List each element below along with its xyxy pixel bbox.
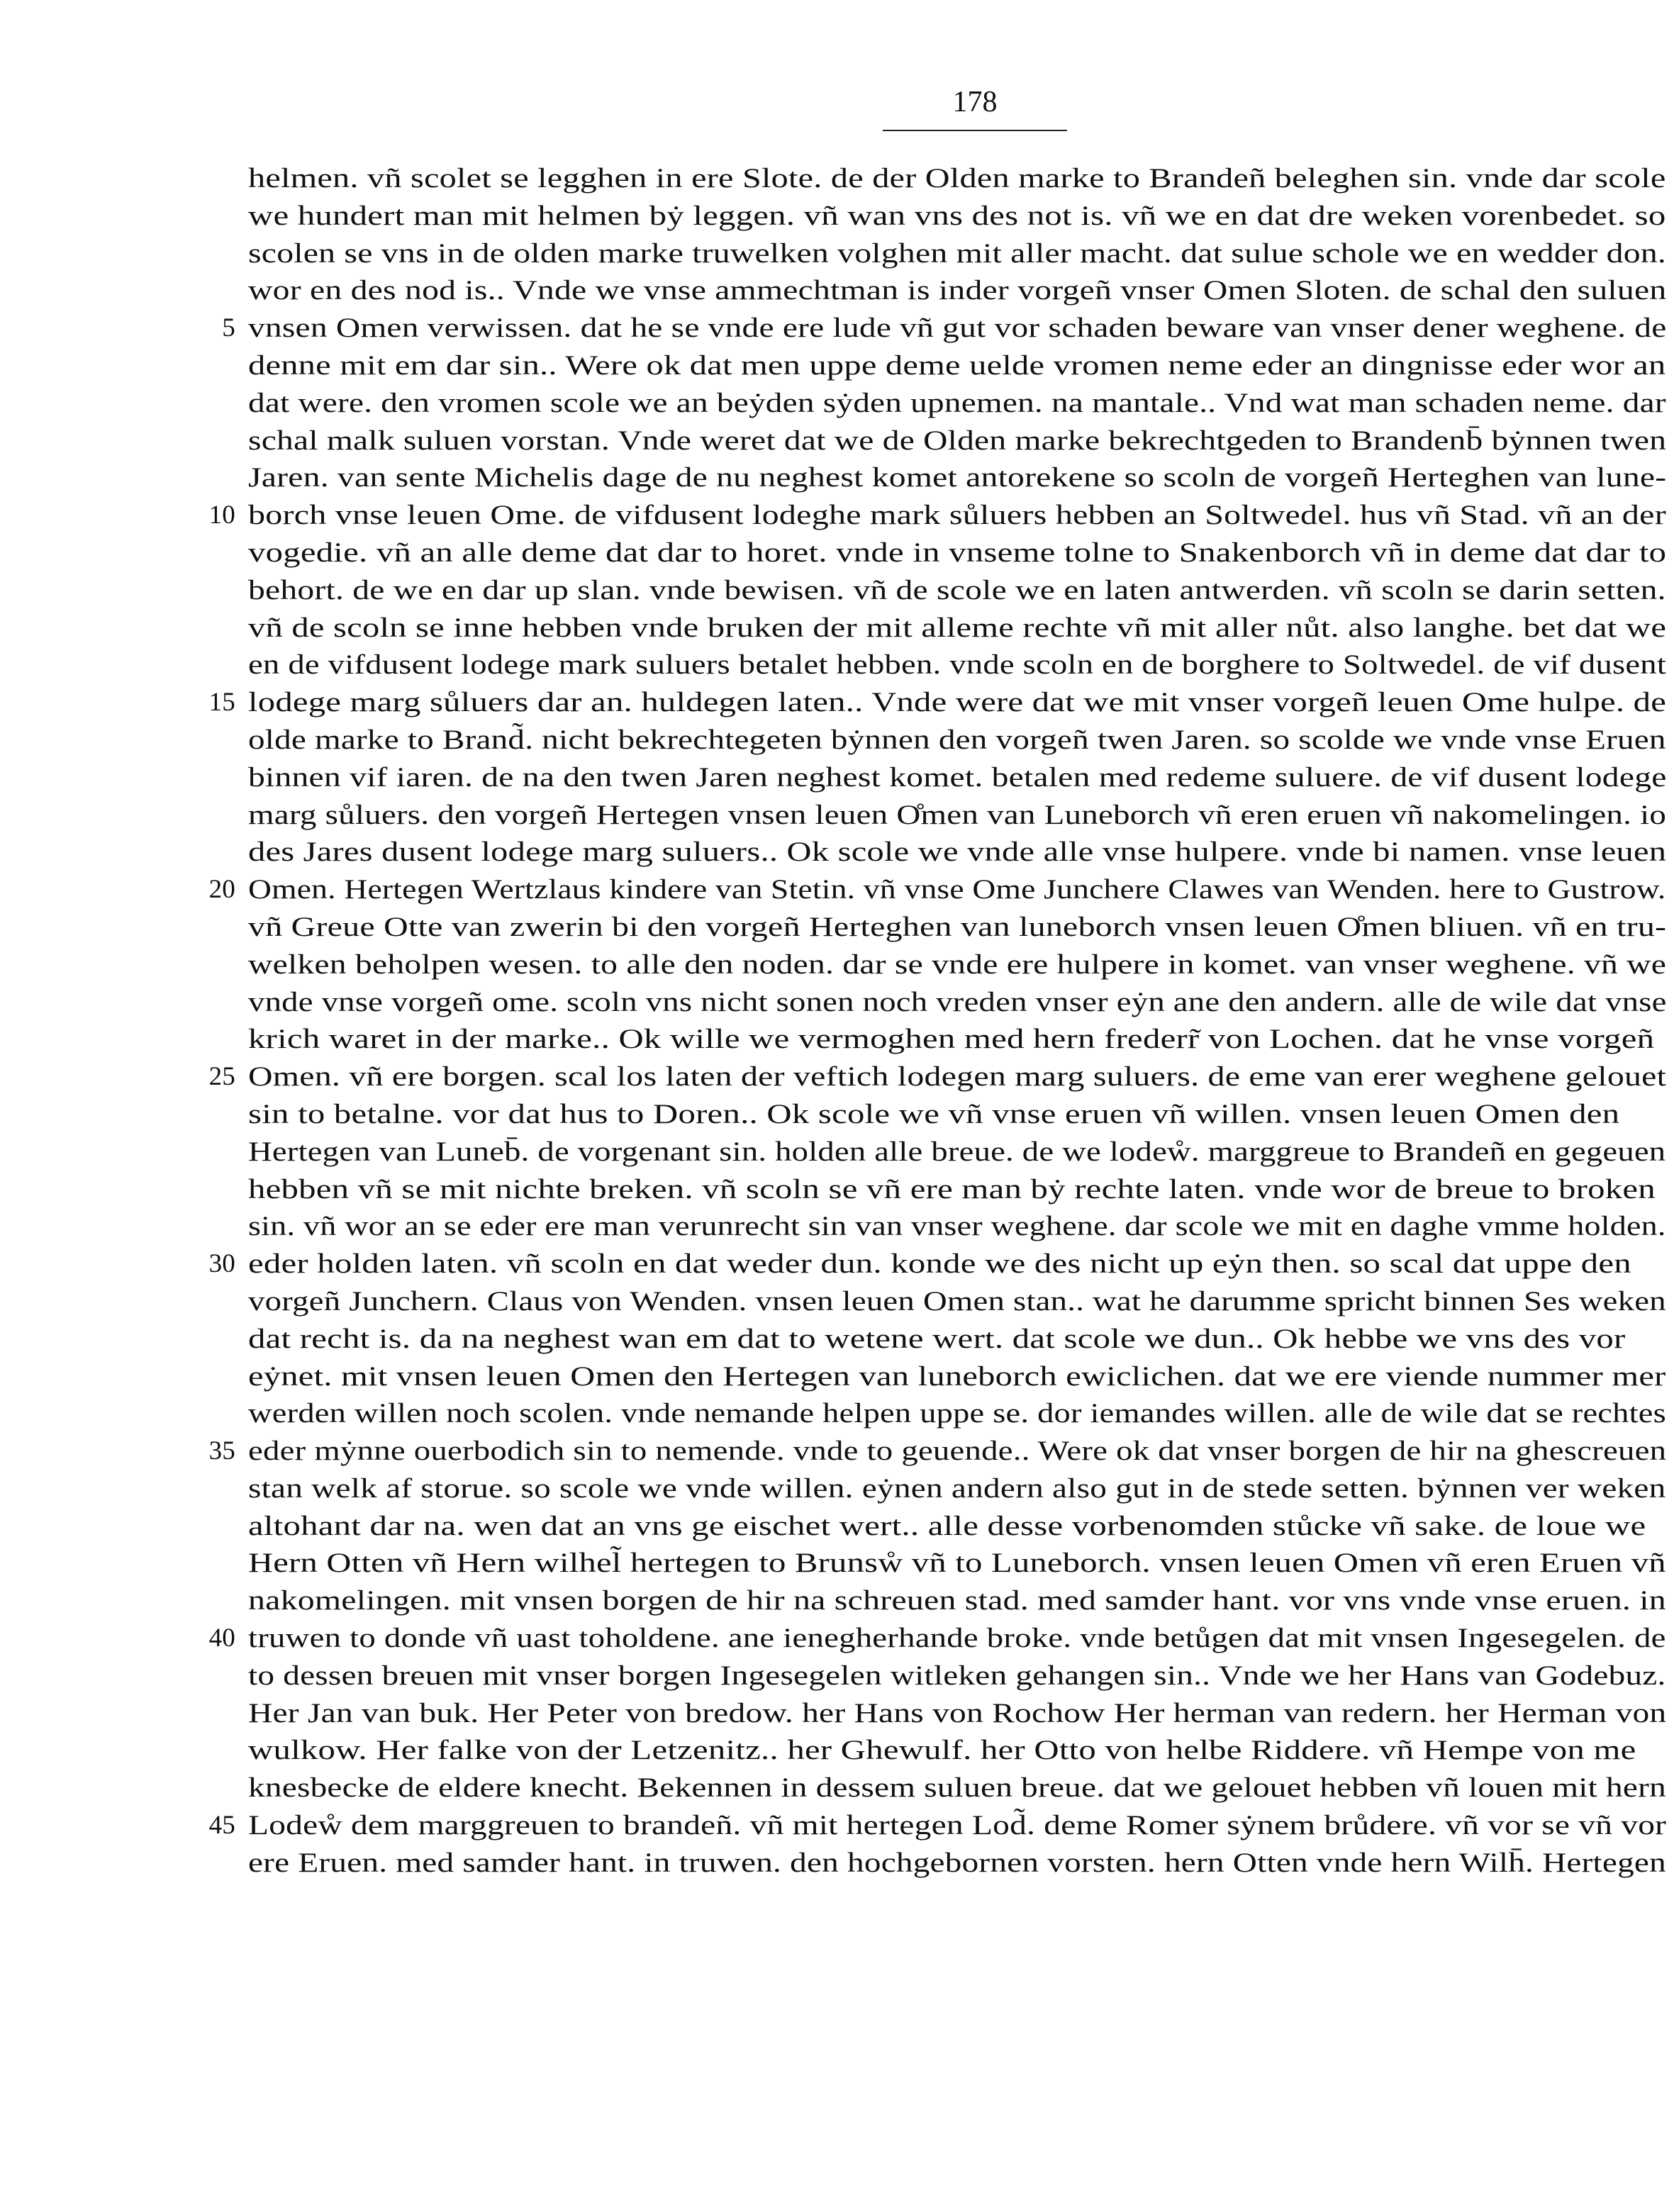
line-text: nakomelingen. mit vnsen borgen de hir na schreuen stad. med samder hant. vor vns vnde vnse eruen. in <box>248 1585 1666 1616</box>
text-line <box>208 684 1673 722</box>
page-number: 178 <box>952 86 998 118</box>
text-line <box>248 946 1673 984</box>
text-line <box>248 1283 1673 1321</box>
text-line <box>248 347 1673 385</box>
text-line <box>208 1807 1673 1845</box>
line-number: 25 <box>208 1062 235 1092</box>
line-text: olde marke to Brand̃. nicht bekrechtegeten bẏnnen den vorgeñ twen Jaren. so scolde we vnde vnse Eruen <box>248 724 1666 755</box>
line-text: Hern Otten vñ Hern wilhel̃ hertegen to Brunsẘ vñ to Luneborch. vnsen leuen Omen vñ eren Eruen vñ <box>248 1548 1666 1579</box>
text-line <box>248 1732 1673 1770</box>
line-text: helmen. vñ scolet se legghen in ere Slote. de der Olden marke to Brandeñ beleghen sin. vnde dar scole <box>248 163 1666 194</box>
line-text: vogedie. vñ an alle deme dat dar to horet. vnde in vnseme tolne to Snakenborch vñ in deme dat dar to <box>248 537 1667 568</box>
line-text: Her Jan van buk. Her Peter von bredow. her Hans von Rochow Her herman van redern. her Herman von <box>248 1697 1667 1728</box>
line-text: wor en des nod is.. Vnde we vnse ammechtman is inder vorgeñ vnser Omen Sloten. de schal den suluen <box>248 275 1667 306</box>
line-text: Lodeẘ dem marggreuen to brandeñ. vñ mit hertegen Lod̃. deme Romer sẏnem brůdere. vñ vor se vñ vor <box>248 1810 1667 1841</box>
line-text: welken beholpen wesen. to alle den noden. dar se vnde ere hulpere in komet. van vnser weghene. vñ we <box>248 949 1667 980</box>
line-text: eder holden laten. vñ scoln en dat weder dun. konde we des nicht up eẏn then. so scal dat uppe den <box>248 1249 1631 1280</box>
text-line <box>248 235 1673 273</box>
line-text: sin to betalne. vor dat hus to Doren.. Ok scole we vñ vnse eruen vñ willen. vnsen leuen Omen den <box>248 1098 1620 1129</box>
line-text: stan welk af storue. so scole we vnde willen. eẏnen andern also gut in de stede setten. bẏnnen ver weken <box>248 1473 1666 1504</box>
text-line <box>248 610 1673 647</box>
line-number: 15 <box>208 688 235 717</box>
line-text: eẏnet. mit vnsen leuen Omen den Hertegen van luneborch ewiclichen. dat we ere viende nummer mer <box>248 1361 1666 1392</box>
line-text: lodege marg sůluers dar an. huldegen laten.. Vnde were dat we mit vnser vorgeñ leuen Ome hulpe. de <box>248 687 1667 718</box>
text-line <box>248 1021 1673 1058</box>
line-text: vnsen Omen verwissen. dat he se vnde ere lude vñ gut vor schaden beware van vnser dener weghene. de <box>248 313 1667 344</box>
text-line <box>248 1658 1673 1695</box>
line-text: Jaren. van sente Michelis dage de nu neghest komet antorekene so scoln de vorgeñ Herteghen van lune- <box>248 462 1667 493</box>
text-line <box>248 1508 1673 1546</box>
text-line <box>248 1096 1673 1134</box>
line-text: Omen. vñ ere borgen. scal los laten der veftich lodegen marg suluers. de eme van erer weghene gelouet <box>248 1061 1667 1093</box>
line-text: en de vifdusent lodege mark suluers betalet hebben. vnde scoln en de borghere to Soltwedel. de vif dusent <box>248 649 1667 681</box>
line-text: we hundert man mit helmen bẏ leggen. vñ wan vns des not is. vñ we en dat dre weken vorenbedet. so <box>248 200 1666 231</box>
text-line <box>248 834 1673 871</box>
text-line <box>248 1770 1673 1807</box>
text-line <box>248 160 1673 198</box>
text-line <box>248 722 1673 759</box>
line-text: vñ Greue Otte van zwerin bi den vorgeñ Herteghen van luneborch vnsen leuen O̊men bliuen. vñ en tru- <box>248 911 1667 942</box>
text-line <box>248 385 1673 423</box>
line-number: 30 <box>208 1249 235 1279</box>
text-line <box>248 1695 1673 1733</box>
text-line <box>248 1545 1673 1582</box>
line-text: to dessen breuen mit vnser borgen Ingesegelen witleken gehangen sin.. Vnde we her Hans van Godebuz. <box>248 1660 1666 1691</box>
line-text: Hertegen van Luneb̄. de vorgenant sin. holden alle breue. de we lodeẘ. marggreue to Brandeñ en gegeuen <box>248 1136 1666 1167</box>
text-block <box>208 160 1673 1882</box>
line-number: 5 <box>222 313 235 343</box>
line-text: sin. vñ wor an se eder ere man verunrecht sin van vnser weghene. dar scole we mit en daghe vmme holden. <box>248 1211 1666 1242</box>
text-line <box>208 497 1673 535</box>
line-text: dat were. den vromen scole we an beẏden sẏden upnemen. na mantale.. Vnd wat man schaden neme. dar <box>248 387 1666 418</box>
line-text: vnde vnse vorgeñ ome. scoln vns nicht sonen noch vreden vnser eẏn ane den andern. alle de wile dat vnse <box>248 986 1667 1017</box>
line-text: werden willen noch scolen. vnde nemande helpen uppe se. dor iemandes willen. alle de wile dat se rechtes <box>248 1398 1666 1429</box>
text-line <box>248 1845 1673 1882</box>
text-line <box>248 1171 1673 1209</box>
line-text: hebben vñ se mit nichte breken. vñ scoln se vñ ere man bẏ rechte laten. vnde wor de breue to broken <box>248 1173 1656 1205</box>
text-line <box>208 1433 1673 1470</box>
line-text: wulkow. Her falke von der Letzenitz.. her Ghewulf. her Otto von helbe Riddere. vñ Hempe von me <box>248 1735 1636 1766</box>
line-text: eder mẏnne ouerbodich sin to nemende. vnde to geuende.. Were ok dat vnser borgen de hir na ghescreuen <box>248 1436 1667 1467</box>
text-line <box>248 909 1673 946</box>
header-rule <box>883 130 1067 131</box>
text-line <box>248 535 1673 572</box>
text-line <box>248 984 1673 1022</box>
text-line <box>208 1620 1673 1658</box>
line-text: Omen. Hertegen Wertzlaus kindere van Stetin. vñ vnse Ome Junchere Clawes van Wenden. here to Gustrow. <box>248 874 1666 905</box>
line-text: binnen vif iaren. de na den twen Jaren neghest komet. betalen med redeme suluere. de vif dusent lodege <box>248 761 1667 793</box>
line-text: borch vnse leuen Ome. de vifdusent lodeghe mark sůluers hebben an Soltwedel. hus vñ Stad. vñ an der <box>248 500 1666 531</box>
line-number: 35 <box>208 1436 235 1466</box>
text-line <box>222 310 1673 347</box>
text-line <box>248 1582 1673 1620</box>
line-text: denne mit em dar sin.. Were ok dat men uppe deme uelde vromen neme eder an dingnisse eder wor an <box>248 350 1666 381</box>
line-text: ere Eruen. med samder hant. in truwen. den hochgebornen vorsten. hern Otten vnde hern Wilh̄. Hertegen <box>248 1847 1666 1878</box>
text-line <box>208 871 1673 909</box>
line-number: 20 <box>208 875 235 905</box>
text-line <box>248 272 1673 310</box>
text-line <box>248 1470 1673 1508</box>
text-line <box>248 1321 1673 1358</box>
line-number: 45 <box>208 1811 235 1840</box>
line-text: dat recht is. da na neghest wan em dat to wetene wert. dat scole we dun.. Ok hebbe we vns des vor <box>248 1323 1626 1354</box>
text-line <box>208 1246 1673 1283</box>
line-number: 10 <box>208 501 235 530</box>
text-line <box>248 797 1673 834</box>
line-text: truwen to donde vñ uast toholdene. ane ienegherhande broke. vnde betůgen dat mit vnsen Ingesegelen. de <box>248 1623 1666 1654</box>
line-text: vñ de scoln se inne hebben vnde bruken der mit alleme rechte vñ mit aller nůt. also langhe. bet dat we <box>248 612 1667 643</box>
text-line <box>248 1208 1673 1246</box>
text-line <box>248 1395 1673 1433</box>
text-line <box>248 1134 1673 1171</box>
line-text: knesbecke de eldere knecht. Bekennen in dessem suluen breue. dat we gelouet hebben vñ louen mit hern <box>248 1772 1666 1804</box>
line-text: des Jares dusent lodege marg suluers.. Ok scole we vnde alle vnse hulpere. vnde bi namen. vnse leuen <box>248 837 1667 868</box>
text-line <box>248 759 1673 797</box>
line-text: behort. de we en dar up slan. vnde bewisen. vñ de scole we en laten antwerden. vñ scoln se darin setten. <box>248 574 1666 605</box>
line-text: marg sůluers. den vorgeñ Hertegen vnsen leuen O̊men van Luneborch vñ eren eruen vñ nakomelingen. io <box>248 799 1667 830</box>
line-text: krich waret in der marke.. Ok wille we vermoghen med hern frederr̃ von Lochen. dat he vnse vorgeñ <box>248 1024 1655 1055</box>
text-line <box>248 572 1673 610</box>
line-text: vorgeñ Junchern. Claus von Wenden. vnsen leuen Omen stan.. wat he darumme spricht binnen Ses weken <box>248 1285 1666 1317</box>
text-line <box>248 647 1673 684</box>
text-line <box>248 198 1673 235</box>
line-text: schal malk suluen vorstan. Vnde weret dat we de Olden marke bekrechtgeden to Brandenb̄ bẏnnen twen <box>248 425 1667 456</box>
text-line <box>248 459 1673 497</box>
text-line <box>248 423 1673 460</box>
line-text: altohant dar na. wen dat an vns ge eischet wert.. alle desse vorbenomden stůcke vñ sake. de loue we <box>248 1510 1646 1541</box>
text-line <box>208 1058 1673 1096</box>
line-number: 40 <box>208 1624 235 1653</box>
text-line <box>248 1358 1673 1396</box>
line-text: scolen se vns in de olden marke truwelken volghen mit aller macht. dat sulue schole we en wedder don. <box>248 238 1667 269</box>
